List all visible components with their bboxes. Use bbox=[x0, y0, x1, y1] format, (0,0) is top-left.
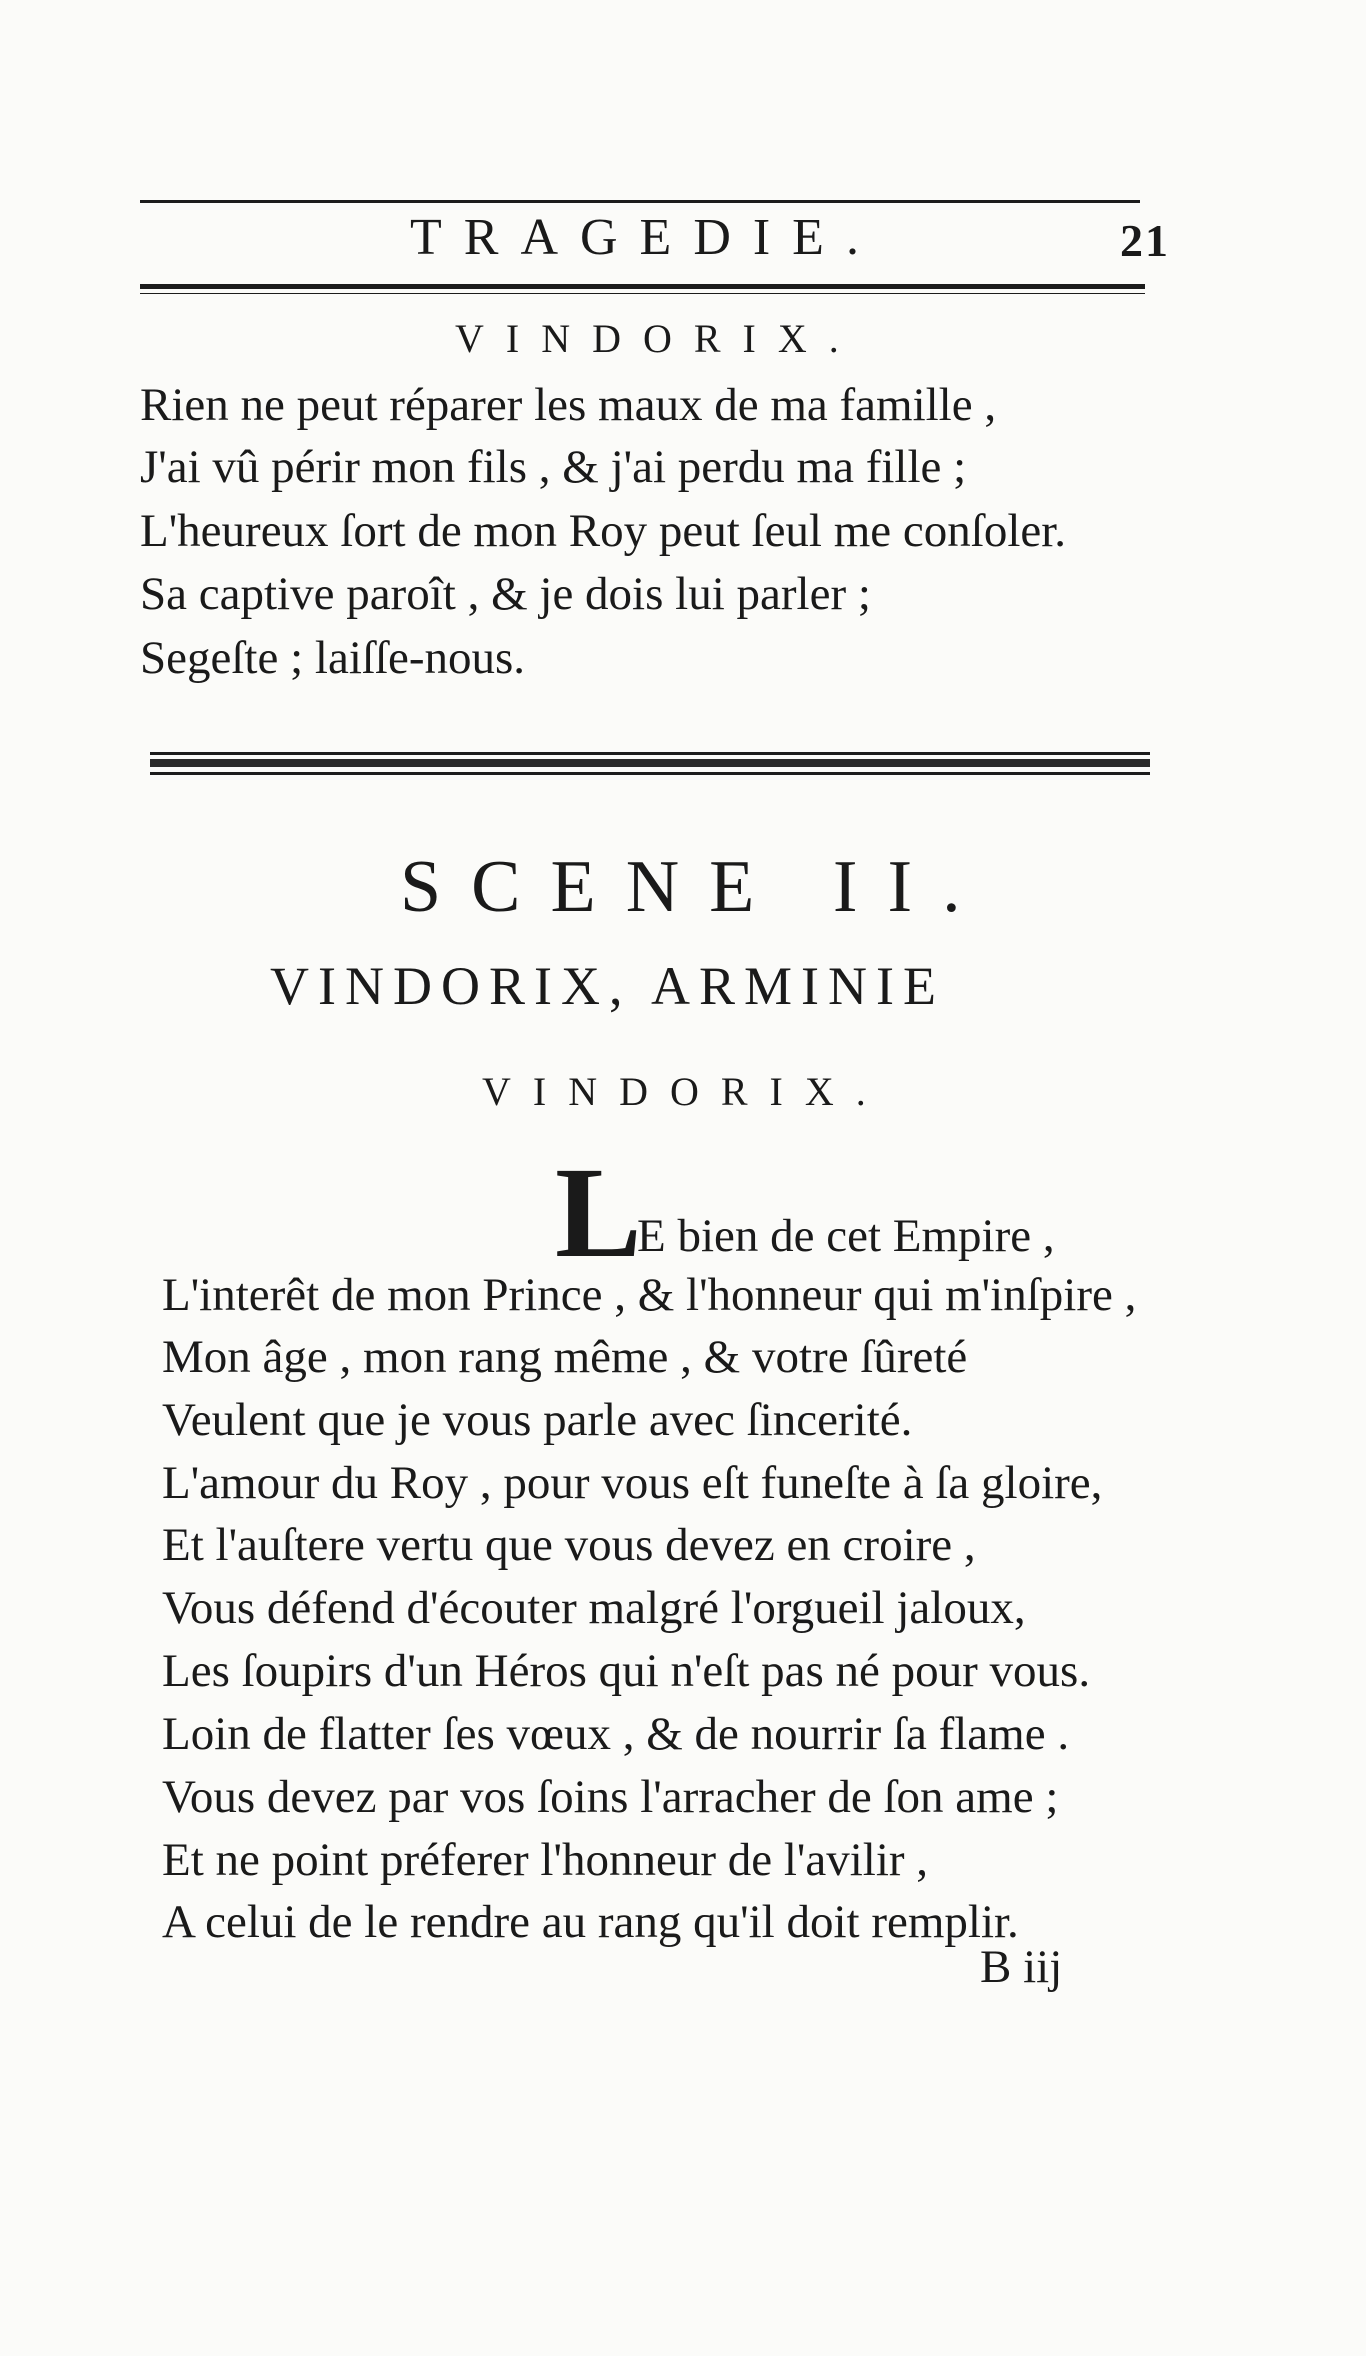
scene-divider-middle bbox=[150, 759, 1150, 767]
verse-line: Veulent que je vous parle avec ſincerité. bbox=[162, 1394, 913, 1446]
verse-line: L'amour du Roy , pour vous eſt funeſte à ſa gloire, bbox=[162, 1457, 1103, 1509]
verse-line: Vous devez par vos ſoins l'arracher de ſon ame ; bbox=[162, 1771, 1059, 1823]
signature-mark: B iij bbox=[980, 1941, 1063, 1993]
character-list: VINDORIX, ARMINIE bbox=[270, 956, 945, 1016]
verse-line: Mon âge , mon rang même , & votre ſûreté bbox=[162, 1331, 968, 1383]
verse-line: L'heureux ſort de mon Roy peut ſeul me conſoler. bbox=[140, 505, 1067, 557]
verse-line: A celui de le rendre au rang qu'il doit remplir. bbox=[162, 1896, 1019, 1948]
verse-line: Sa captive paroît , & je dois lui parler ; bbox=[140, 568, 871, 620]
scene-title: SCENE II. bbox=[400, 846, 991, 928]
drop-cap: L bbox=[555, 1141, 642, 1285]
header-bottom-rule-thin bbox=[140, 293, 1145, 294]
header-top-rule bbox=[140, 200, 1140, 203]
scene-divider-bottom bbox=[150, 772, 1150, 775]
speaker-name: VINDORIX. bbox=[455, 316, 861, 361]
verse-line: Vous défend d'écouter malgré l'orgueil jaloux, bbox=[162, 1582, 1026, 1634]
verse-line-first: E bien de cet Empire , bbox=[637, 1210, 1055, 1262]
verse-line: Les ſoupirs d'un Héros qui n'eſt pas né pour vous. bbox=[162, 1645, 1091, 1697]
verse-line: J'ai vû périr mon fils , & j'ai perdu ma fille ; bbox=[140, 441, 967, 493]
page-number: 21 bbox=[1120, 215, 1170, 266]
verse-line: Rien ne peut réparer les maux de ma famille , bbox=[140, 379, 997, 431]
verse-line: Et ne point préferer l'honneur de l'avilir , bbox=[162, 1834, 929, 1886]
verse-line: Loin de flatter ſes vœux , & de nourrir ſa flame . bbox=[162, 1708, 1070, 1760]
speaker-name: VINDORIX. bbox=[482, 1069, 888, 1114]
verse-line: Segeſte ; laiſſe-nous. bbox=[140, 632, 526, 684]
verse-line: Et l'auſtere vertu que vous devez en croire , bbox=[162, 1519, 976, 1571]
verse-line: L'interêt de mon Prince , & l'honneur qui m'inſpire , bbox=[162, 1269, 1137, 1321]
header-bottom-rule-thick bbox=[140, 284, 1145, 289]
scene-divider-top bbox=[150, 752, 1150, 755]
running-title: TRAGEDIE. bbox=[410, 209, 881, 266]
